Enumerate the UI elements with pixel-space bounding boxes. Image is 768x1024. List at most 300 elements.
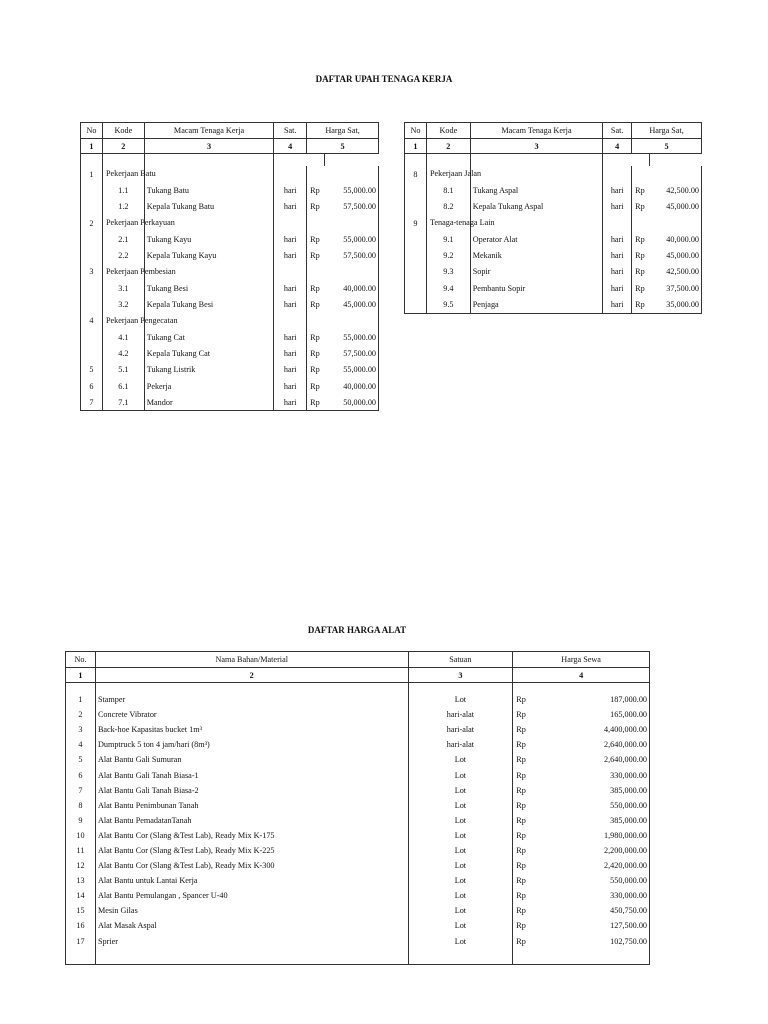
- row-rp: Rp: [513, 934, 535, 949]
- row-rp: Rp: [632, 264, 650, 280]
- tail-cell: [535, 949, 650, 965]
- row-price: 57,500.00: [325, 345, 379, 361]
- row-no: 7: [81, 394, 103, 411]
- table-row: [66, 918, 650, 933]
- row-satuan: Lot: [408, 934, 513, 949]
- row-name: Tukang Besi: [144, 280, 274, 296]
- row-sat: hari: [603, 199, 632, 215]
- row-rp: Rp: [632, 199, 650, 215]
- table-row: [405, 280, 702, 296]
- spacer-cell: [632, 154, 650, 167]
- row-no: [405, 264, 427, 280]
- row-price: 187,000.00: [535, 692, 650, 707]
- row-rp: Rp: [513, 783, 535, 798]
- row-kode: 2.1: [102, 231, 144, 247]
- table-row: [81, 280, 379, 296]
- row-rp: Rp: [513, 873, 535, 888]
- row-price: 35,000.00: [650, 296, 702, 313]
- row-name: Pembantu Sopir: [470, 280, 602, 296]
- col-header-macam: Macam Tenaga Kerja: [470, 123, 602, 139]
- row-rp: Rp: [513, 888, 535, 903]
- row-no: 4: [66, 737, 96, 752]
- col-number: 3: [144, 139, 274, 154]
- row-kode: 3.1: [102, 280, 144, 296]
- table-row: [66, 813, 650, 828]
- group-label-text: Tenaga-tenaga Lain: [429, 217, 495, 227]
- col-header-no: No.: [66, 652, 96, 668]
- row-rp: Rp: [513, 767, 535, 782]
- row-name: Alat Bantu Cor (Slang &Test Lab), Ready Mix K-300: [95, 858, 408, 873]
- row-name: Alat Bantu Pemulangan , Spancer U-40: [95, 888, 408, 903]
- row-price: 550,000.00: [535, 798, 650, 813]
- row-price: [325, 166, 379, 182]
- row-name: Tukang Kayu: [144, 231, 274, 247]
- row-rp: Rp: [513, 722, 535, 737]
- row-kode: 9.2: [426, 247, 470, 263]
- row-name: Dumptruck 5 ton 4 jam/hari (8m³): [95, 737, 408, 752]
- row-name: Kepala Tukang Batu: [144, 199, 274, 215]
- col-number: 3: [408, 668, 513, 683]
- row-no: 14: [66, 888, 96, 903]
- row-name: Operator Alat: [470, 231, 602, 247]
- tail-cell: [95, 949, 408, 965]
- row-sat: [274, 313, 307, 329]
- row-satuan: Lot: [408, 828, 513, 843]
- row-name: Alat Bantu Gali Tanah Biasa-2: [95, 783, 408, 798]
- row-rp: [307, 264, 325, 280]
- row-rp: Rp: [307, 378, 325, 394]
- col-number: 4: [513, 668, 650, 683]
- table-row: [81, 199, 379, 215]
- row-price: 42,500.00: [650, 182, 702, 198]
- table-row: [405, 296, 702, 313]
- spacer-cell: [603, 154, 632, 167]
- row-kode: 4.1: [102, 329, 144, 345]
- row-no: 10: [66, 828, 96, 843]
- row-name: Sprier: [95, 934, 408, 949]
- row-no: 16: [66, 918, 96, 933]
- row-no: 17: [66, 934, 96, 949]
- row-rp: Rp: [513, 918, 535, 933]
- row-sat: [274, 166, 307, 182]
- row-rp: Rp: [513, 858, 535, 873]
- group-label: [426, 215, 495, 231]
- row-sat: hari: [274, 345, 307, 361]
- row-name: Alat Bantu Cor (Slang &Test Lab), Ready Mix K-225: [95, 843, 408, 858]
- tail-cell: [513, 949, 535, 965]
- row-sat: hari: [274, 280, 307, 296]
- row-price: 4,400,000.00: [535, 722, 650, 737]
- col-number: 2: [102, 139, 144, 154]
- table-row: [81, 182, 379, 198]
- row-name: Alat Masak Aspal: [95, 918, 408, 933]
- row-satuan: Lot: [408, 752, 513, 767]
- row-no: 1: [66, 692, 96, 707]
- row-no: [81, 329, 103, 345]
- row-satuan: Lot: [408, 918, 513, 933]
- row-name: Tukang Batu: [144, 182, 274, 198]
- row-no: 9: [405, 215, 427, 231]
- row-price: 102,750.00: [535, 934, 650, 949]
- row-price: 2,640,000.00: [535, 752, 650, 767]
- row-price: 57,500.00: [325, 247, 379, 263]
- table-row: [81, 345, 379, 361]
- row-kode: 7.1: [102, 394, 144, 411]
- row-price: 385,000.00: [535, 813, 650, 828]
- row-price: 330,000.00: [535, 888, 650, 903]
- table-row: [81, 378, 379, 394]
- row-no: 12: [66, 858, 96, 873]
- row-name: Sopir: [470, 264, 602, 280]
- group-label-text: Pekerjaan Jalan: [429, 169, 482, 178]
- row-no: 6: [81, 378, 103, 394]
- row-kode: 3.2: [102, 296, 144, 312]
- row-rp: Rp: [307, 247, 325, 263]
- row-price: 40,000.00: [650, 231, 702, 247]
- group-label-text: Pekerjaan Pembesian: [105, 266, 176, 276]
- row-price: 1,980,000.00: [535, 828, 650, 843]
- row-no: [405, 280, 427, 296]
- row-rp: Rp: [307, 394, 325, 411]
- row-sat: hari: [603, 280, 632, 296]
- row-price: 330,000.00: [535, 767, 650, 782]
- row-sat: [274, 264, 307, 280]
- row-rp: [632, 215, 650, 231]
- row-kode: 2.2: [102, 247, 144, 263]
- row-price: 37,500.00: [650, 280, 702, 296]
- row-name: Kepala Tukang Cat: [144, 345, 274, 361]
- table-row: [81, 247, 379, 263]
- row-satuan: hari-alat: [408, 737, 513, 752]
- spacer-cell: [405, 154, 427, 167]
- table-row: [66, 843, 650, 858]
- table-row: [66, 783, 650, 798]
- col-number: 5: [632, 139, 702, 154]
- row-name: Tukang Aspal: [470, 182, 602, 198]
- row-rp: Rp: [513, 692, 535, 707]
- row-price: [650, 166, 702, 182]
- row-rp: Rp: [513, 707, 535, 722]
- table-row: [66, 858, 650, 873]
- row-rp: [307, 166, 325, 182]
- row-no: [405, 231, 427, 247]
- row-kode: 6.1: [102, 378, 144, 394]
- table-row: [66, 888, 650, 903]
- col-number: 3: [470, 139, 602, 154]
- row-no: 5: [66, 752, 96, 767]
- row-no: 4: [81, 313, 103, 329]
- row-price: 40,000.00: [325, 378, 379, 394]
- row-rp: Rp: [307, 199, 325, 215]
- row-name: Kepala Tukang Aspal: [470, 199, 602, 215]
- row-kode: 9.4: [426, 280, 470, 296]
- row-rp: Rp: [513, 843, 535, 858]
- table-row: [66, 707, 650, 722]
- table-row: [81, 394, 379, 411]
- spacer-cell: [81, 154, 103, 167]
- row-no: [405, 182, 427, 198]
- row-sat: hari: [274, 199, 307, 215]
- row-rp: Rp: [307, 329, 325, 345]
- row-kode: 9.5: [426, 296, 470, 313]
- row-sat: hari: [274, 296, 307, 312]
- spacer-cell: [102, 154, 144, 167]
- row-rp: Rp: [307, 182, 325, 198]
- row-satuan: Lot: [408, 903, 513, 918]
- col-header-nama: Nama Bahan/Material: [95, 652, 408, 668]
- row-sat: hari: [603, 231, 632, 247]
- group-label: [102, 166, 156, 182]
- row-no: [81, 280, 103, 296]
- row-no: 11: [66, 843, 96, 858]
- row-name: Alat Bantu Penimbunan Tanah: [95, 798, 408, 813]
- row-no: 13: [66, 873, 96, 888]
- upah-table-left: [80, 122, 379, 411]
- row-sat: hari: [274, 394, 307, 411]
- row-no: 2: [81, 215, 103, 231]
- col-header-kode: Kode: [426, 123, 470, 139]
- table-row: [81, 362, 379, 378]
- group-label: [426, 166, 482, 182]
- row-name: [470, 166, 602, 182]
- row-satuan: Lot: [408, 798, 513, 813]
- table-row: [81, 296, 379, 312]
- row-name: Pekerja: [144, 378, 274, 394]
- row-rp: Rp: [307, 345, 325, 361]
- row-rp: [307, 313, 325, 329]
- row-price: 385,000.00: [535, 783, 650, 798]
- group-label: [102, 215, 175, 231]
- row-price: 57,500.00: [325, 199, 379, 215]
- spacer-cell: [66, 683, 96, 693]
- table-row: [66, 752, 650, 767]
- row-rp: Rp: [307, 362, 325, 378]
- group-label-text: Pekerjaan Batu: [105, 169, 156, 178]
- table-row: [405, 182, 702, 198]
- row-name: Mandor: [144, 394, 274, 411]
- row-rp: Rp: [307, 231, 325, 247]
- row-sat: hari: [603, 247, 632, 263]
- row-kode: 1.2: [102, 199, 144, 215]
- col-header-no: No: [81, 123, 103, 139]
- table-row: [405, 215, 702, 231]
- row-name: Stamper: [95, 692, 408, 707]
- row-kode: 8.2: [426, 199, 470, 215]
- alat-table: [65, 651, 650, 965]
- row-sat: hari: [274, 378, 307, 394]
- row-satuan: hari-alat: [408, 707, 513, 722]
- row-no: 1: [81, 166, 103, 182]
- row-no: 2: [66, 707, 96, 722]
- table-row: [81, 231, 379, 247]
- row-no: 15: [66, 903, 96, 918]
- row-satuan: Lot: [408, 858, 513, 873]
- row-name: Mekanik: [470, 247, 602, 263]
- row-sat: hari: [274, 362, 307, 378]
- row-name: Alat Bantu Gali Tanah Biasa-1: [95, 767, 408, 782]
- alat-body: [66, 683, 650, 965]
- row-rp: Rp: [632, 296, 650, 313]
- row-rp: Rp: [513, 737, 535, 752]
- row-rp: [632, 166, 650, 182]
- row-sat: [603, 215, 632, 231]
- row-price: 42,500.00: [650, 264, 702, 280]
- col-header-harga: Harga Sat,: [307, 123, 379, 139]
- row-sat: [603, 166, 632, 182]
- row-rp: Rp: [307, 280, 325, 296]
- table-row: [66, 692, 650, 707]
- row-no: 8: [405, 166, 427, 182]
- row-kode: 4.2: [102, 345, 144, 361]
- col-number: 1: [66, 668, 96, 683]
- row-price: [325, 264, 379, 280]
- spacer-cell: [95, 683, 408, 693]
- row-name: Concrete Vibrator: [95, 707, 408, 722]
- row-satuan: Lot: [408, 783, 513, 798]
- group-label: [102, 264, 176, 280]
- row-kode: 8.1: [426, 182, 470, 198]
- row-price: [325, 313, 379, 329]
- row-rp: Rp: [513, 813, 535, 828]
- table-row: [66, 873, 650, 888]
- tail-cell: [408, 949, 513, 965]
- row-price: 2,640,000.00: [535, 737, 650, 752]
- row-no: 3: [66, 722, 96, 737]
- row-satuan: Lot: [408, 843, 513, 858]
- col-number: 5: [307, 139, 379, 154]
- row-name: Tukang Cat: [144, 329, 274, 345]
- row-name: Alat Bantu Cor (Slang &Test Lab), Ready Mix K-175: [95, 828, 408, 843]
- table-row: [405, 166, 702, 182]
- row-no: 7: [66, 783, 96, 798]
- table-row: [66, 722, 650, 737]
- row-name: Back-hoe Kapasitas bucket 1m³: [95, 722, 408, 737]
- table-row: [81, 329, 379, 345]
- row-sat: hari: [274, 182, 307, 198]
- col-number: 1: [405, 139, 427, 154]
- row-price: [325, 215, 379, 231]
- row-price: 55,000.00: [325, 329, 379, 345]
- col-header-kode: Kode: [102, 123, 144, 139]
- spacer-cell: [144, 154, 274, 167]
- table-row: [405, 264, 702, 280]
- row-name: Tukang Listrik: [144, 362, 274, 378]
- row-rp: Rp: [307, 296, 325, 312]
- row-sat: hari: [603, 182, 632, 198]
- table-row: [81, 264, 379, 280]
- table-row: [66, 798, 650, 813]
- row-sat: hari: [274, 247, 307, 263]
- col-number: 4: [603, 139, 632, 154]
- col-header-harga-sewa: Harga Sewa: [513, 652, 650, 668]
- upah-left-body: [81, 154, 379, 411]
- table-row: [405, 247, 702, 263]
- table-row: [66, 903, 650, 918]
- table-row: [405, 199, 702, 215]
- row-no: [81, 182, 103, 198]
- row-price: 50,000.00: [325, 394, 379, 411]
- row-price: 55,000.00: [325, 182, 379, 198]
- row-no: [81, 247, 103, 263]
- table-row: [66, 828, 650, 843]
- row-kode: 9.3: [426, 264, 470, 280]
- row-price: 2,200,000.00: [535, 843, 650, 858]
- spacer-cell: [470, 154, 602, 167]
- col-header-harga: Harga Sat,: [632, 123, 702, 139]
- group-label: [102, 313, 178, 329]
- row-price: 55,000.00: [325, 231, 379, 247]
- row-price: 45,000.00: [650, 247, 702, 263]
- row-sat: hari: [274, 231, 307, 247]
- row-sat: hari: [274, 329, 307, 345]
- group-label-text: Pekerjaan Perkayuan: [105, 217, 175, 227]
- col-header-no: No: [405, 123, 427, 139]
- col-header-macam: Macam Tenaga Kerja: [144, 123, 274, 139]
- table-row: [405, 231, 702, 247]
- row-satuan: Lot: [408, 813, 513, 828]
- row-rp: [307, 215, 325, 231]
- col-number: 2: [426, 139, 470, 154]
- row-name: Alat Bantu untuk Lantai Kerja: [95, 873, 408, 888]
- row-price: [650, 215, 702, 231]
- row-rp: Rp: [632, 247, 650, 263]
- row-rp: Rp: [513, 903, 535, 918]
- row-price: 550,000.00: [535, 873, 650, 888]
- row-satuan: hari-alat: [408, 722, 513, 737]
- row-name: Mesin Gilas: [95, 903, 408, 918]
- row-no: 5: [81, 362, 103, 378]
- table-row: [81, 313, 379, 329]
- upah-right-body: [405, 154, 702, 314]
- upah-title: DAFTAR UPAH TENAGA KERJA: [315, 74, 453, 84]
- row-satuan: Lot: [408, 888, 513, 903]
- row-rp: Rp: [632, 182, 650, 198]
- group-label-text: Pekerjaan Pengecatan: [105, 315, 178, 325]
- spacer-cell: [307, 154, 325, 167]
- row-sat: hari: [603, 264, 632, 280]
- tail-cell: [66, 949, 96, 965]
- row-name: Penjaga: [470, 296, 602, 313]
- row-name: Kepala Tukang Besi: [144, 296, 274, 312]
- row-no: [405, 247, 427, 263]
- col-number: 1: [81, 139, 103, 154]
- row-satuan: Lot: [408, 767, 513, 782]
- row-no: 6: [66, 767, 96, 782]
- row-no: [81, 231, 103, 247]
- row-rp: Rp: [513, 828, 535, 843]
- row-kode: 1.1: [102, 182, 144, 198]
- col-header-sat: Sat.: [603, 123, 632, 139]
- alat-title: DAFTAR HARGA ALAT: [307, 625, 407, 635]
- table-row: [81, 166, 379, 182]
- row-no: [81, 345, 103, 361]
- col-number: 2: [95, 668, 408, 683]
- row-rp: Rp: [632, 280, 650, 296]
- row-name: Kepala Tukang Kayu: [144, 247, 274, 263]
- row-price: 45,000.00: [325, 296, 379, 312]
- row-no: 8: [66, 798, 96, 813]
- row-sat: [274, 215, 307, 231]
- col-header-satuan: Satuan: [408, 652, 513, 668]
- row-name: [144, 166, 274, 182]
- row-no: [405, 296, 427, 313]
- table-row: [66, 767, 650, 782]
- row-price: 2,420,000.00: [535, 858, 650, 873]
- row-rp: Rp: [513, 798, 535, 813]
- row-no: [81, 296, 103, 312]
- row-satuan: Lot: [408, 692, 513, 707]
- row-rp: Rp: [632, 231, 650, 247]
